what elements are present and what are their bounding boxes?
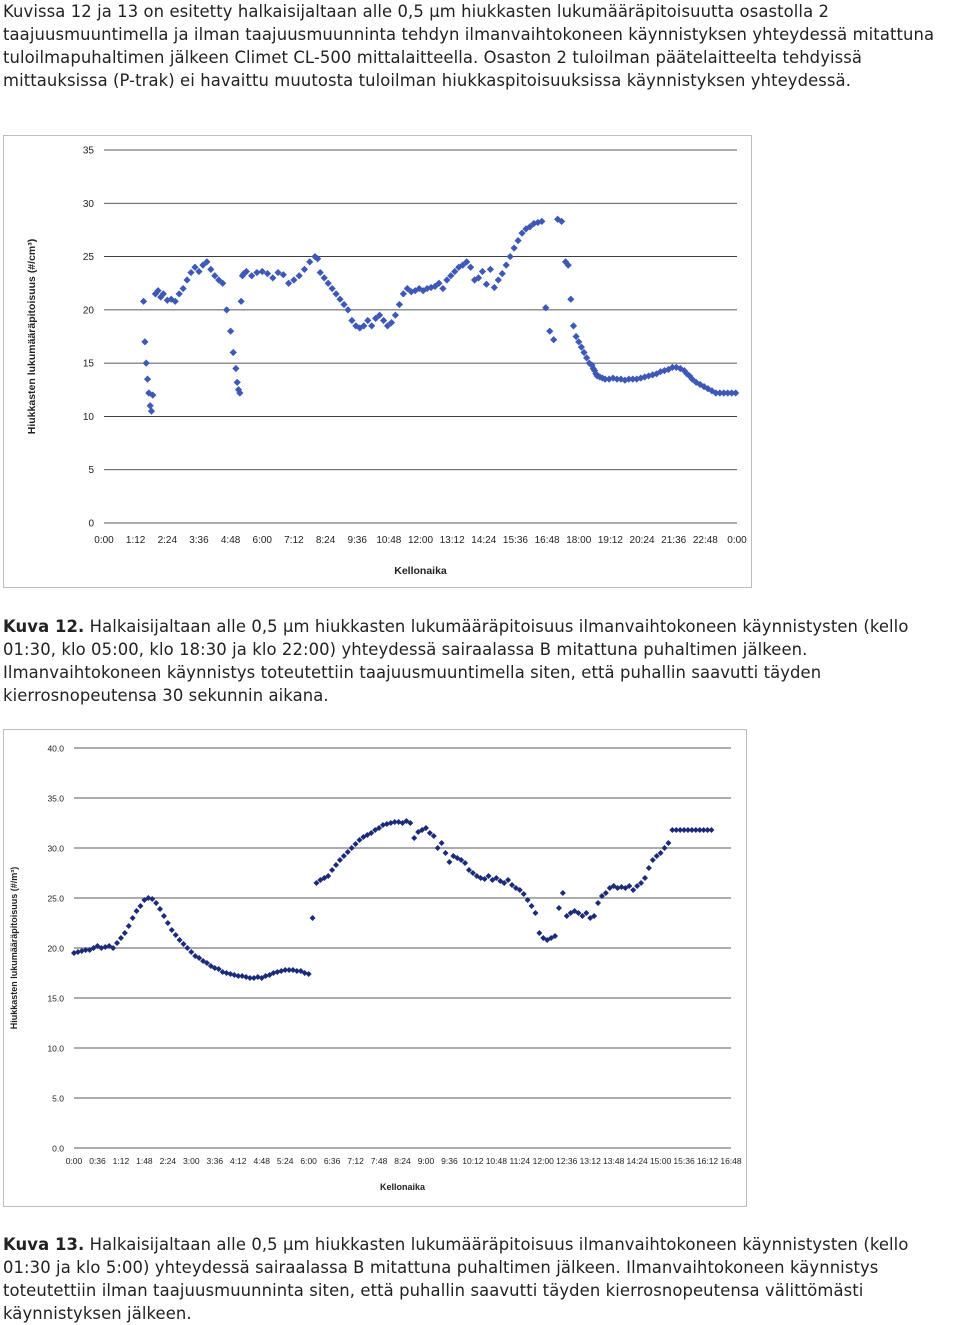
data-point xyxy=(306,258,313,265)
data-point xyxy=(514,237,521,244)
figure-12-caption-text: Halkaisijaltaan alle 0,5 μm hiukkasten lukumääräpitoisuus ilmanvaihtokoneen käynnistysten (kello 01:30, klo 05:00, klo 18:30 ja klo 22:00) yhteydessä sairaalassa B mitattuna puhaltimen jälkeen. Ilmanvaihtokoneen käynnistys toteutettiin taajuusmuuntimella siten, että puhallin saavutti täyden kierrosnopeutensa 30 sekunnin aikana. xyxy=(3,617,909,705)
figure-13-chart xyxy=(3,729,747,1207)
x-tick-label: 16:48 xyxy=(720,1156,742,1166)
data-point xyxy=(321,274,328,281)
data-point xyxy=(348,317,355,324)
data-point xyxy=(134,908,140,914)
data-point xyxy=(349,845,355,851)
data-point xyxy=(642,875,648,881)
data-point xyxy=(148,408,155,415)
data-point xyxy=(144,376,151,383)
data-point xyxy=(336,296,343,303)
figure-12-caption xyxy=(3,615,958,707)
x-tick-label: 7:12 xyxy=(347,1156,364,1166)
data-point xyxy=(439,285,446,292)
y-tick-label: 10.0 xyxy=(47,1043,64,1054)
data-point xyxy=(184,945,190,951)
data-point xyxy=(333,290,340,297)
x-tick-label: 15:00 xyxy=(649,1156,672,1166)
data-point xyxy=(223,306,230,313)
figure-12-svg xyxy=(4,136,751,587)
data-point xyxy=(435,845,441,851)
data-point xyxy=(317,269,324,276)
data-point xyxy=(140,298,147,305)
y-tick-label: 25.0 xyxy=(47,893,64,904)
data-point xyxy=(392,312,399,319)
x-tick-label: 8:24 xyxy=(394,1156,411,1166)
data-point xyxy=(662,845,668,851)
x-tick-label: 14:24 xyxy=(471,535,497,546)
x-tick-label: 9:00 xyxy=(417,1156,435,1166)
x-tick-label: 2:24 xyxy=(157,535,178,546)
data-point xyxy=(329,867,335,873)
data-point xyxy=(227,328,234,335)
data-point xyxy=(503,261,510,268)
x-axis-label: Kellonaika xyxy=(379,1182,426,1192)
data-point xyxy=(479,268,486,275)
x-tick-label: 13:12 xyxy=(579,1156,601,1166)
figure-13-svg xyxy=(4,730,746,1206)
data-point xyxy=(411,835,417,841)
data-point xyxy=(234,379,241,386)
data-point xyxy=(141,338,148,345)
data-point xyxy=(340,301,347,308)
data-point xyxy=(364,317,371,324)
data-point xyxy=(483,281,490,288)
x-tick-label: 3:36 xyxy=(206,1156,224,1166)
x-tick-label: 4:48 xyxy=(220,535,241,546)
data-point xyxy=(650,857,656,863)
x-tick-label: 14:24 xyxy=(626,1156,648,1166)
x-tick-label: 6:00 xyxy=(252,535,272,546)
data-point xyxy=(187,269,194,276)
x-tick-label: 3:00 xyxy=(183,1156,200,1166)
data-point xyxy=(329,285,336,292)
figure-12-chart xyxy=(3,135,752,588)
x-tick-label: 13:48 xyxy=(603,1156,625,1166)
y-tick-label: 35 xyxy=(82,145,94,157)
figure-12-label: Kuva 12. xyxy=(3,617,85,636)
x-tick-label: 4:12 xyxy=(229,1156,247,1166)
data-point xyxy=(122,930,128,936)
data-point xyxy=(296,272,303,279)
data-point xyxy=(176,290,183,297)
data-point xyxy=(126,923,132,929)
y-tick-label: 15.0 xyxy=(47,993,64,1004)
intro-paragraph: Kuvissa 12 ja 13 on esitetty halkaisijaltaan alle 0,5 μm hiukkasten lukumääräpitoisuutta osastolla 2 taajuusmuuntimella ja ilman taajuusmuunninta tehdyn ilmanvaihtokoneen käynnistyksen yhteydessä mitattuna tuloilmapuhaltimen jälkeen Climet CL-500 mittalaitteella. Osaston 2 tuloilman päätelaitteelta tehdyissä mittauksissa (P-trak) ei havaittu muutosta tuloilman hiukkaspitoisuuksissa käynnistyksen yhteydessä. xyxy=(3,2,935,90)
data-point xyxy=(400,290,407,297)
data-point xyxy=(232,365,239,372)
data-point xyxy=(567,296,574,303)
data-point xyxy=(529,903,535,909)
figure-13-label: Kuva 13. xyxy=(3,1235,85,1254)
data-point xyxy=(153,900,159,906)
data-point xyxy=(446,859,452,865)
x-tick-label: 20:24 xyxy=(629,535,655,546)
data-point xyxy=(532,910,538,916)
x-tick-label: 0:00 xyxy=(65,1156,83,1166)
data-point xyxy=(521,891,527,897)
x-tick-label: 1:48 xyxy=(136,1156,153,1166)
x-tick-label: 21:36 xyxy=(661,535,687,546)
data-point xyxy=(301,266,308,273)
data-point xyxy=(169,927,175,933)
data-point xyxy=(732,389,739,396)
data-point xyxy=(130,915,136,921)
x-tick-label: 1:12 xyxy=(125,535,146,546)
data-point xyxy=(165,920,171,926)
x-tick-label: 8:24 xyxy=(315,535,336,546)
data-point xyxy=(337,857,343,863)
data-point xyxy=(368,322,375,329)
data-point xyxy=(536,930,542,936)
x-tick-label: 0:36 xyxy=(89,1156,106,1166)
x-tick-label: 16:12 xyxy=(696,1156,719,1166)
data-point xyxy=(353,841,359,847)
data-point xyxy=(341,853,347,859)
x-tick-label: 15:36 xyxy=(673,1156,695,1166)
x-tick-label: 22:48 xyxy=(692,535,718,546)
x-tick-label: 6:36 xyxy=(323,1156,341,1166)
data-point xyxy=(238,298,245,305)
y-tick-label: 5.0 xyxy=(52,1093,64,1104)
data-point xyxy=(118,935,124,941)
data-point xyxy=(180,285,187,292)
x-axis-label: Kellonaika xyxy=(394,565,447,577)
data-point xyxy=(183,276,190,283)
data-point xyxy=(114,940,120,946)
x-tick-label: 2:24 xyxy=(159,1156,177,1166)
data-point xyxy=(345,849,351,855)
x-tick-label: 7:12 xyxy=(284,535,304,546)
y-tick-label: 30.0 xyxy=(47,843,64,854)
x-tick-label: 10:48 xyxy=(485,1156,507,1166)
data-point xyxy=(560,890,566,896)
data-point xyxy=(333,862,339,868)
y-tick-label: 30 xyxy=(82,198,94,210)
data-point xyxy=(507,253,514,260)
data-point xyxy=(495,276,502,283)
data-point xyxy=(269,274,276,281)
x-tick-label: 9:36 xyxy=(347,535,367,546)
x-tick-label: 18:00 xyxy=(566,535,592,546)
x-tick-label: 9:36 xyxy=(441,1156,458,1166)
data-point xyxy=(708,827,714,833)
data-point xyxy=(325,280,332,287)
y-tick-label: 5 xyxy=(88,465,94,477)
data-point xyxy=(173,932,179,938)
data-point xyxy=(207,266,214,273)
data-point xyxy=(188,949,194,955)
data-point xyxy=(143,360,150,367)
figure-13-caption xyxy=(3,1233,958,1325)
data-point xyxy=(161,913,167,919)
data-point xyxy=(157,906,163,912)
x-tick-label: 0:00 xyxy=(727,535,747,546)
data-point xyxy=(137,903,143,909)
data-point xyxy=(546,328,553,335)
y-tick-label: 25 xyxy=(82,252,94,264)
data-point xyxy=(439,840,445,846)
x-tick-label: 0:00 xyxy=(94,535,114,546)
data-point xyxy=(550,336,557,343)
x-tick-label: 13:12 xyxy=(439,535,465,546)
data-point xyxy=(380,317,387,324)
x-tick-label: 1:12 xyxy=(112,1156,130,1166)
y-tick-label: 10 xyxy=(82,411,94,423)
y-tick-label: 15 xyxy=(82,358,94,370)
data-point xyxy=(570,322,577,329)
y-tick-label: 0 xyxy=(88,518,94,530)
data-point xyxy=(310,915,316,921)
y-tick-label: 20 xyxy=(82,305,94,317)
data-point xyxy=(230,349,237,356)
data-point xyxy=(487,266,494,273)
x-tick-label: 11:24 xyxy=(509,1156,531,1166)
data-point xyxy=(467,264,474,271)
data-point xyxy=(595,900,601,906)
x-tick-label: 19:12 xyxy=(597,535,623,546)
figure-13-caption-text: Halkaisijaltaan alle 0,5 μm hiukkasten lukumääräpitoisuus ilmanvaihtokoneen käynnistysten (kello 01:30 ja klo 5:00) yhteydessä sairaalassa B mitattuna puhaltimen jälkeen. Ilmanvaihtokoneen käynnistys toteutettiin ilman taajuusmuunninta siten, että puhallin saavutti täyden kierrosnopeutensa välittömästi käynnistyksen jälkeen. xyxy=(3,1235,909,1323)
data-point xyxy=(646,865,652,871)
x-tick-label: 12:36 xyxy=(556,1156,578,1166)
data-point xyxy=(147,402,154,409)
x-tick-label: 16:48 xyxy=(534,535,560,546)
data-point xyxy=(491,284,498,291)
y-axis-label: Hiukkasten lukumääräpitoisuus (#/cm³) xyxy=(26,238,38,435)
data-point xyxy=(665,840,671,846)
x-tick-label: 6:00 xyxy=(300,1156,317,1166)
data-point xyxy=(556,905,562,911)
y-tick-label: 40.0 xyxy=(47,743,64,754)
y-tick-label: 0.0 xyxy=(52,1143,64,1154)
data-point xyxy=(181,941,187,947)
x-tick-label: 4:48 xyxy=(253,1156,270,1166)
y-tick-label: 35.0 xyxy=(47,793,64,804)
data-point xyxy=(499,270,506,277)
x-tick-label: 12:00 xyxy=(532,1156,554,1166)
data-point xyxy=(630,887,636,893)
y-tick-label: 20.0 xyxy=(47,943,64,954)
data-point xyxy=(344,306,351,313)
data-point xyxy=(177,937,183,943)
data-point xyxy=(511,244,518,251)
y-axis-label: Hiukkasten lukumääräpitoisuus (#/m³) xyxy=(9,866,19,1030)
x-tick-label: 3:36 xyxy=(189,535,209,546)
x-tick-label: 10:12 xyxy=(462,1156,484,1166)
data-point xyxy=(443,850,449,856)
x-tick-label: 10:48 xyxy=(376,535,402,546)
data-point xyxy=(396,301,403,308)
x-tick-label: 5:24 xyxy=(276,1156,294,1166)
x-tick-label: 7:48 xyxy=(370,1156,388,1166)
x-tick-label: 15:36 xyxy=(502,535,528,546)
x-tick-label: 12:00 xyxy=(407,535,434,546)
